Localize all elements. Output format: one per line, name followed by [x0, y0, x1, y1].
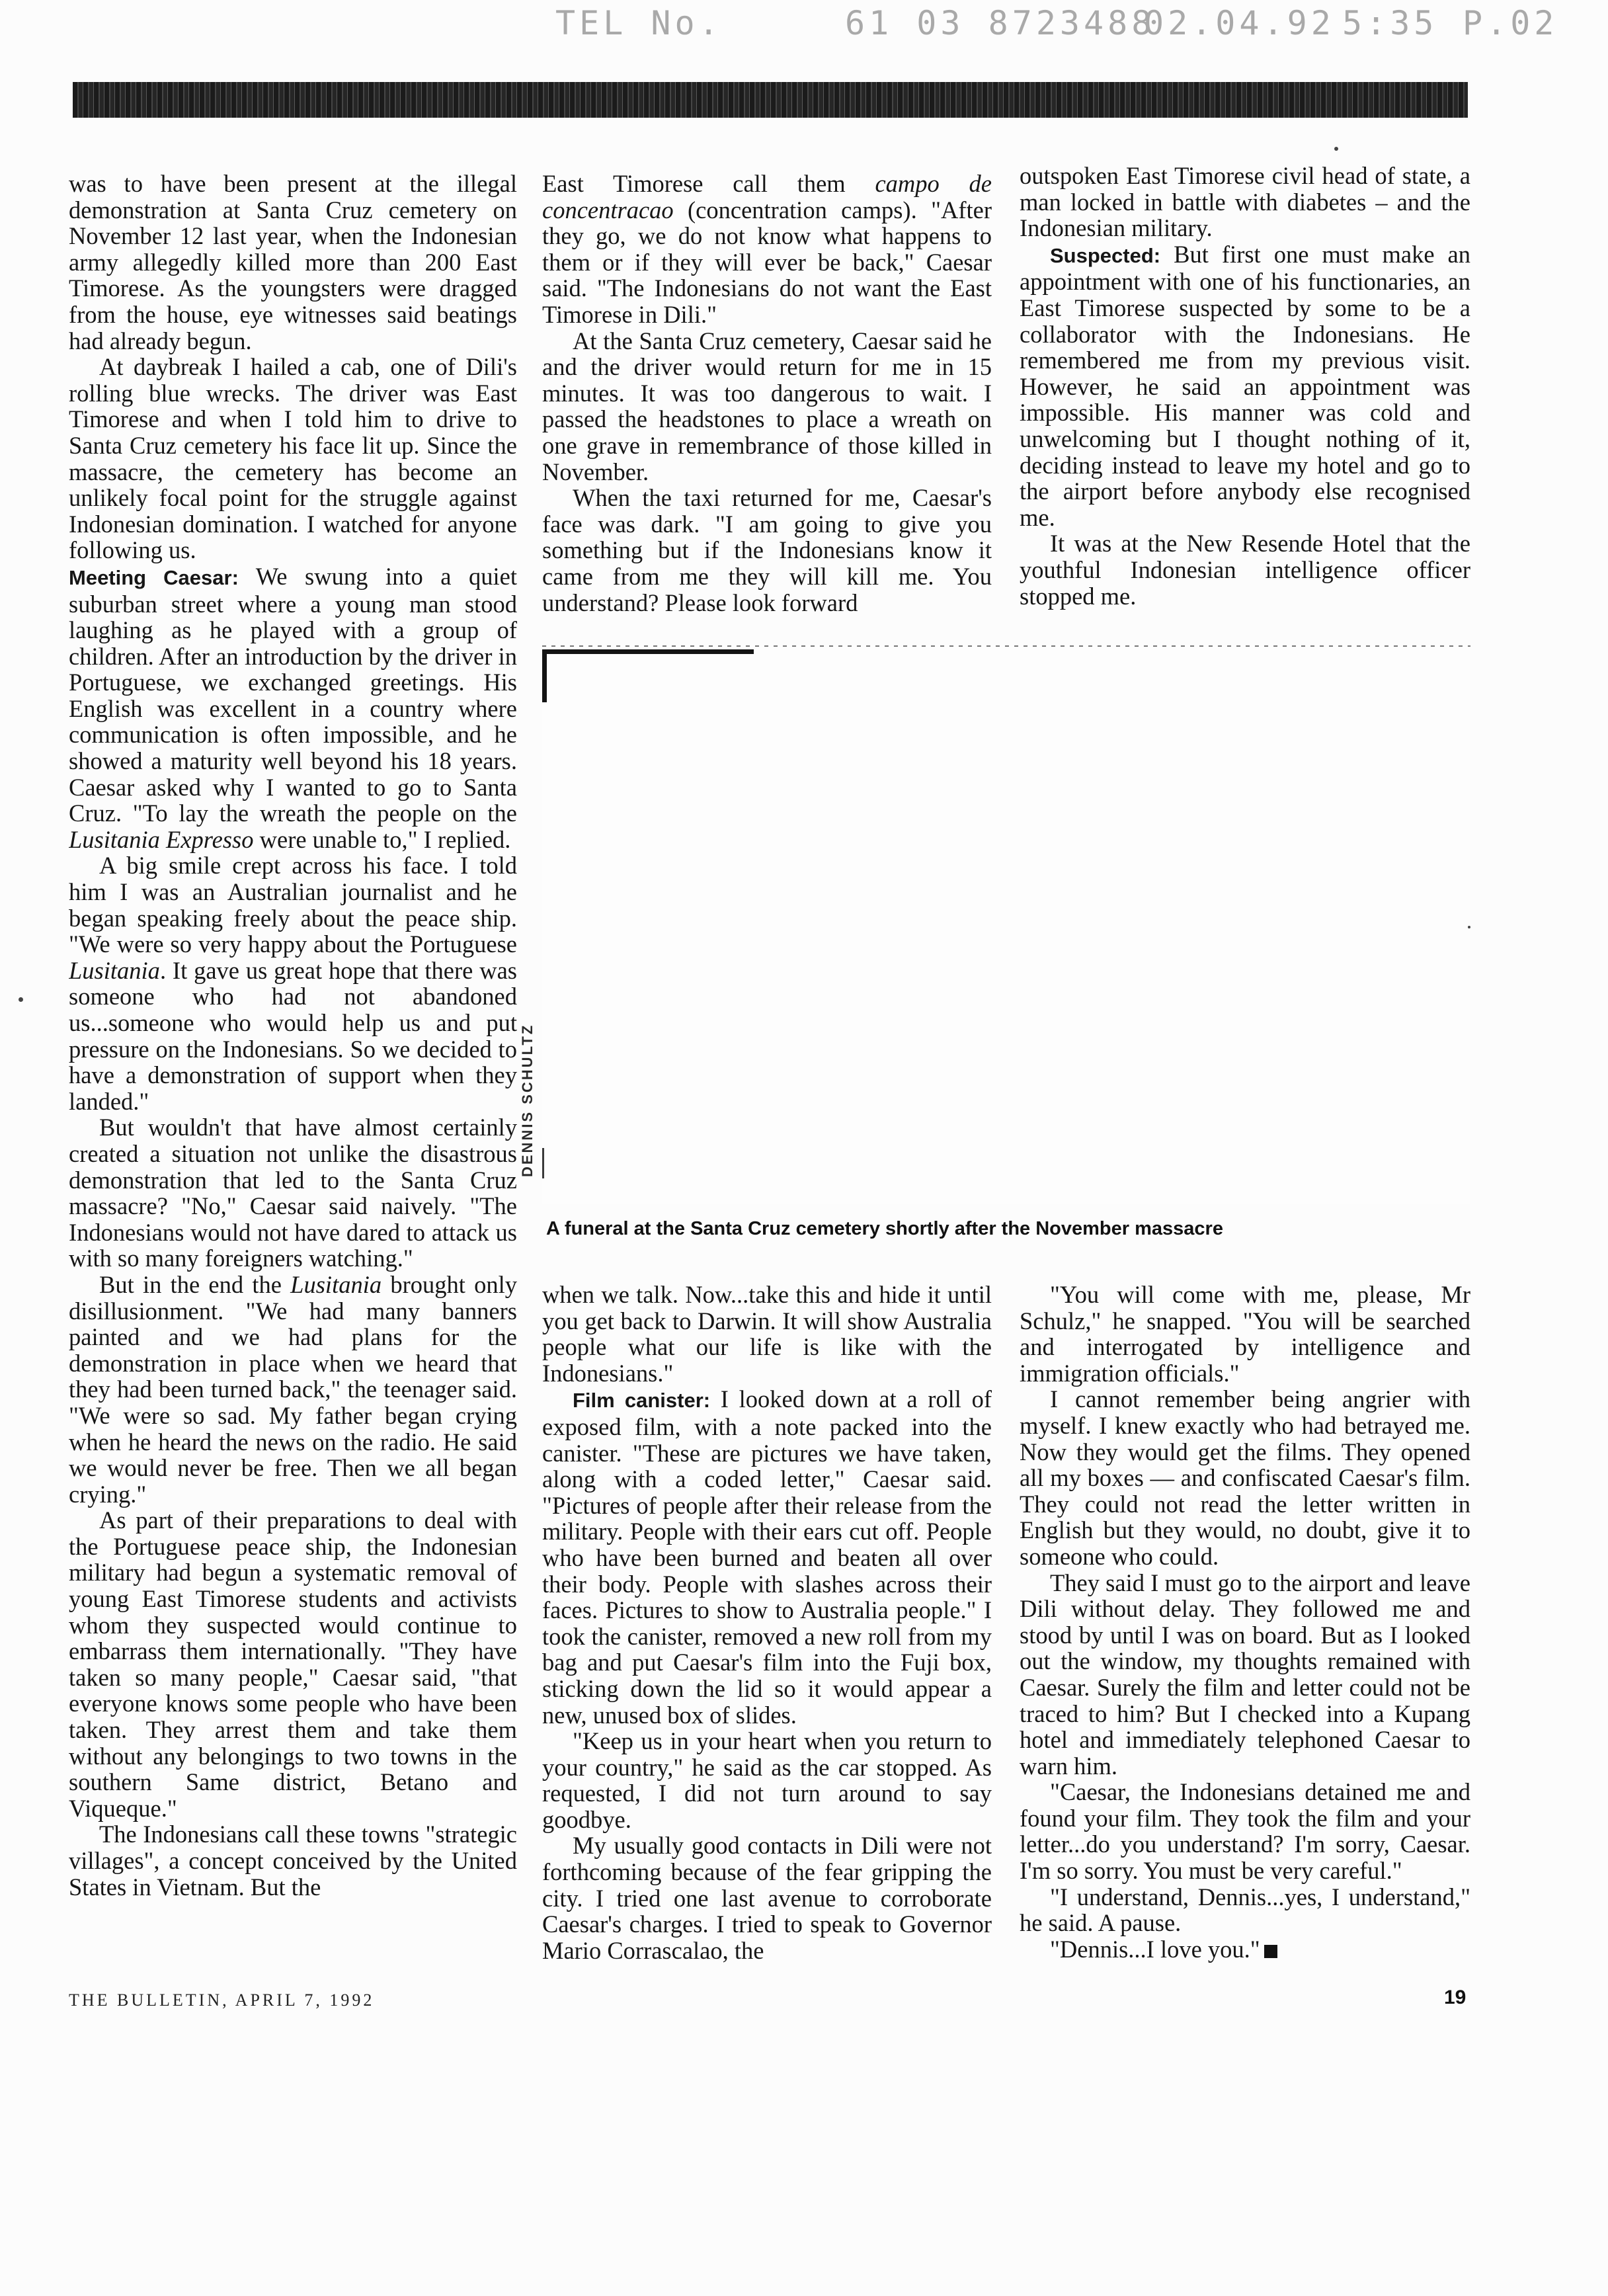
subhead-film-canister: Film canister:: [573, 1389, 711, 1413]
paragraph: Film canister: I looked down at a roll of exposed film, with a note packed into the canister. "These are pictures we have taken, along with a coded letter," Caesar said. "Pictures of people after their release from the military. People with their ears cut off. People who have been burned and beaten all over their body. People with slashes across their faces. Pictures to show to Australia people." I took the canister, removed a new roll from my bag and put Caesar's film into the Fuji box, sticking down the lid so it would appear a new, unused box of slides.: [542, 1385, 992, 1729]
fax-page: P.02: [1463, 4, 1558, 42]
paragraph: "I understand, Dennis...yes, I understand," he said. A pause.: [1020, 1883, 1470, 1937]
footer-publication: THE BULLETIN, APRIL 7, 1992: [69, 1990, 375, 2010]
article-column-5: [1020, 1282, 1470, 1964]
article-column-4: [542, 1282, 992, 1964]
article-column-2: [542, 171, 992, 647]
fax-date: 02.04.92: [1144, 4, 1335, 42]
paragraph: "Keep us in your heart when you return to your country," he said as the car stopped. As requested, I did not turn around to say goodbye.: [542, 1727, 992, 1833]
footer-page-number: 19: [1444, 1987, 1467, 2008]
paragraph: They said I must go to the airport and leave Dili without delay. They followed me and stood by until I was on board. But as I looked out the window, my thoughts remained with Caesar. Surely the film and letter could not be traced to him? But I checked into a Kupang hotel and immediately telephoned Caesar to warn him.: [1020, 1569, 1470, 1780]
article-column-3: [1020, 163, 1470, 619]
paragraph: But wouldn't that have almost certainly created a situation not unlike the disastrous demonstration that led to the Santa Cruz massacre? "No," Caesar said naively. "The Indonesians would not have dared to attack us with so many foreigners watching.": [69, 1114, 517, 1272]
fax-tel-label: TEL No.: [555, 4, 723, 42]
paragraph: Meeting Caesar: We swung into a quiet suburban street where a young man stood laughing as he played with a group of children. After an introduction by the driver in Portuguese, we exchanged greetings. His English was excellent in a country where communication is often impossible, and he showed a maturity well beyond his 18 years. Caesar asked why I wanted to go to Santa Cruz. "To lay the wreath the people on the Lusitania Expresso were unable to," I replied.: [69, 562, 517, 853]
scan-speck: [1468, 926, 1470, 928]
photo-corner-bracket: [542, 649, 754, 654]
scan-speck: [19, 997, 23, 1002]
fax-header: [555, 4, 1587, 50]
paragraph: Suspected: But first one must make an appointment with one of his functionaries, an East Timorese suspected by some to be a collaborator with the Indonesians. He remembered me from my previous visit. However, he said an appointment was impossible. His manner was cold and unwelcoming but I thought nothing of it, deciding instead to leave my hotel and go to the airport before anybody else recognised me.: [1020, 240, 1470, 531]
paragraph: As part of their preparations to deal with the Portuguese peace ship, the Indonesian military had begun a systematic removal of young East Timorese students and activists whom they suspected would continue to embarrass them internationally. "They have taken so many people," Caesar said, "that everyone knows some people who have been taken. They arrest them and take them without any belongings to two towns in the southern Same district, Betano and Viqueque.": [69, 1506, 517, 1822]
photo-credit: DENNIS SCHULTZ: [519, 1023, 536, 1177]
paragraph: A big smile crept across his face. I told him I was an Australian journalist and he began speaking freely about the peace ship. "We were so very happy about the Portuguese Lusitania. It gave us great hope that there was someone who had not abandoned us...someone who would help us and put pressure on the Indonesians. So we decided to have a demonstration of support when they landed.": [69, 852, 517, 1115]
paragraph: When the taxi returned for me, Caesar's face was dark. "I am going to give you something but if the Indonesians know it came from me they will kill me. You understand? Please look forward: [542, 484, 992, 616]
fax-time: 5:35: [1342, 4, 1438, 42]
paragraph: My usually good contacts in Dili were not forthcoming because of the fear gripping the city. I tried one last avenue to corroborate Caesar's charges. I tried to speak to Governor Mario Corrascalao, the: [542, 1832, 992, 1964]
paragraph: It was at the New Resende Hotel that the youthful Indonesian intelligence officer stopped me.: [1020, 530, 1470, 610]
subhead-meeting-caesar: Meeting Caesar:: [69, 565, 239, 589]
article-column-1: [69, 171, 517, 1964]
fax-number: 61 03 8723488: [845, 4, 1156, 42]
end-of-article-mark: [1264, 1945, 1277, 1958]
paragraph: But in the end the Lusitania brought only disillusionment. "We had many banners painted and we had plans for the demonstration in place when we heard that they had been turned back," the teenager said. "We were so sad. My father began crying when he heard the news on the radio. He said we would never be free. Then we all began crying.": [69, 1270, 517, 1508]
header-banner-bar: [73, 82, 1468, 118]
paragraph: At daybreak I hailed a cab, one of Dili's rolling blue wrecks. The driver was East Timorese and when I told him to drive to Santa Cruz cemetery his face lit up. Since the massacre, the cemetery has become an unlikely focal point for the struggle against Indonesian domination. I watched for anyone following us.: [69, 353, 517, 564]
paragraph: "Dennis...I love you.": [1020, 1936, 1470, 1963]
paragraph: was to have been present at the illegal demonstration at Santa Cruz cemetery on November 12 last year, when the Indonesian army allegedly killed more than 200 East Timorese. As the youngsters were dragged from the house, eye witnesses said beatings had already begun.: [69, 171, 517, 354]
paragraph: when we talk. Now...take this and hide it until you get back to Darwin. It will show Australia people what our life is like with the Indonesians.": [542, 1282, 992, 1387]
paragraph: "Caesar, the Indonesians detained me and found your film. They took the film and your letter...do you understand? I'm sorry, Caesar. I'm so sorry. You must be very careful.": [1020, 1778, 1470, 1885]
photo-corner-bracket: [542, 1148, 544, 1178]
subhead-suspected: Suspected:: [1050, 243, 1161, 267]
photo-top-rule: [542, 645, 1470, 647]
photo-corner-bracket: [542, 649, 547, 702]
scan-speck: [1334, 147, 1338, 151]
paragraph: I cannot remember being angrier with myself. I knew exactly who had betrayed me. Now they would get the films. They opened all my boxes — and confiscated Caesar's film. They could not read the letter written in English but they would, no doubt, give it to someone who could.: [1020, 1385, 1470, 1570]
photo-caption: A funeral at the Santa Cruz cemetery shortly after the November massacre: [546, 1218, 1223, 1239]
paragraph: The Indonesians call these towns "strategic villages", a concept conceived by the United States in Vietnam. But the: [69, 1821, 517, 1901]
paragraph: At the Santa Cruz cemetery, Caesar said he and the driver would return for me in 15 minutes. It was too dangerous to wait. I passed the headstones to place a wreath on one grave in remembrance of those killed in November.: [542, 327, 992, 485]
paragraph: outspoken East Timorese civil head of state, a man locked in battle with diabetes – and the Indonesian military.: [1020, 163, 1470, 242]
photo-funeral: [542, 645, 1470, 1204]
paragraph: East Timorese call them campo de concentracao (concentration camps). "After they go, we do not know what happens to them or if they will ever be back," Caesar said. "The Indonesians do not want the East Timorese in Dili.": [542, 171, 992, 328]
paragraph: "You will come with me, please, Mr Schulz," he snapped. "You will be searched and interrogated by intelligence and immigration officials.": [1020, 1282, 1470, 1387]
